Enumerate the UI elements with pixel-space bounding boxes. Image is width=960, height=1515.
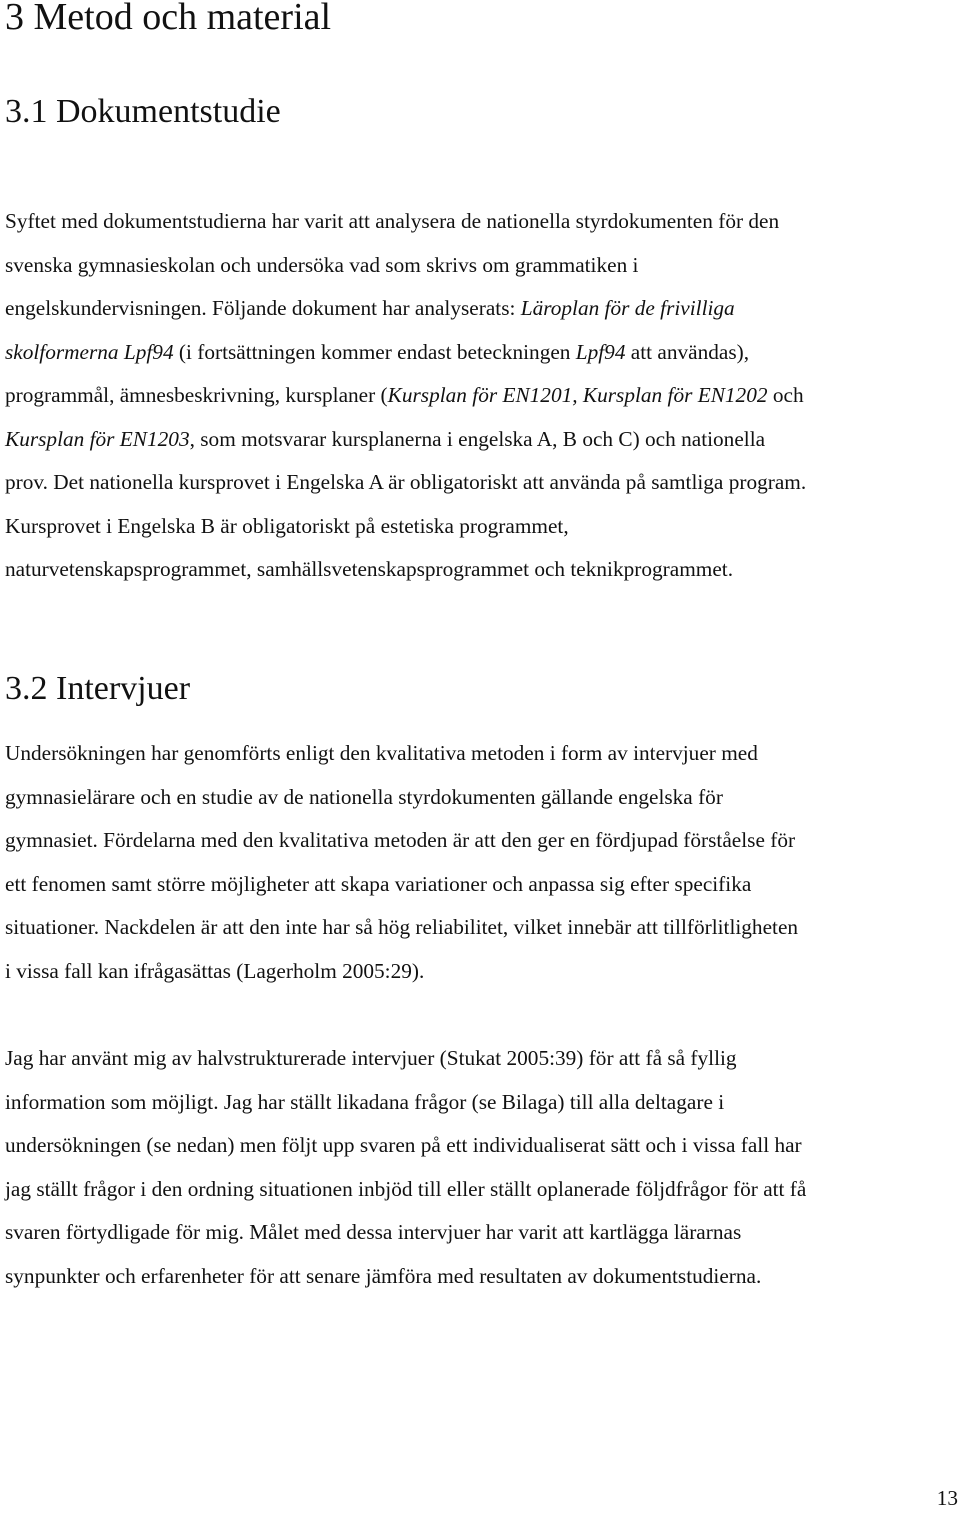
text-run: Undersökningen har genomförts enligt den kvalitativa metoden i form av intervjuer med [5, 741, 758, 765]
text-run: prov. Det nationella kursprovet i Engelska A är obligatoriskt att använda på samtliga program. [5, 470, 807, 494]
text-line [5, 461, 960, 505]
text-run: att användas), [625, 339, 750, 364]
text-run: , som motsvarar kursplanerna i engelska A, B och C) och nationella [189, 426, 766, 451]
text-run: Kursprovet i Engelska B är obligatoriskt på estetiska programmet, [5, 513, 569, 538]
text-run: synpunkter och erfarenheter för att senare jämföra med resultaten av dokumentstudierna. [5, 1263, 762, 1288]
text-run: i vissa fall kan ifrågasättas (Lagerholm 2005:29). [5, 958, 425, 983]
text-line [5, 244, 960, 288]
text-run: Syftet med dokumentstudierna har varit att analysera de nationella styrdokumenten för den [5, 209, 780, 233]
text-run: jag ställt frågor i den ordning situationen inbjöd till eller ställt oplanerade följdfrågor för att få [5, 1176, 807, 1201]
text-run: och [767, 383, 804, 407]
text-line [5, 950, 960, 994]
chapter-heading: 3 Metod och material [5, 0, 332, 38]
italic-title-text: Kursplan för EN1201, Kursplan för EN1202 [387, 383, 768, 407]
text-run: svenska gymnasieskolan och undersöka vad som skrivs om grammatiken i [5, 252, 639, 277]
text-line [5, 1037, 960, 1081]
section-heading-intervjuer: 3.2 Intervjuer [5, 670, 191, 707]
text-run: situationer. Nackdelen är att den inte har så hög reliabilitet, vilket innebär att tillförlitligheten [5, 915, 799, 939]
italic-title-text: Kursplan för EN1203 [5, 426, 190, 451]
text-line [5, 505, 960, 549]
text-line [5, 287, 960, 331]
text-run: (i fortsättningen kommer endast beteckningen [173, 339, 576, 364]
text-line [5, 906, 960, 950]
text-run: engelskundervisningen. Följande dokument har analyserats: [5, 296, 521, 320]
text-line [5, 1211, 960, 1255]
text-run: undersökningen (se nedan) men följt upp svaren på ett individualiserat sätt och i vissa fall har [5, 1133, 802, 1157]
text-run: svaren förtydligade för mig. Målet med dessa intervjuer har varit att kartlägga lärarnas [5, 1220, 742, 1244]
paragraph-intervjuer-method [5, 732, 960, 993]
text-run: naturvetenskapsprogrammet, samhällsvetenskapsprogrammet och teknikprogrammet. [5, 557, 734, 581]
italic-title-text: Lpf94 [575, 339, 626, 364]
text-line [5, 374, 960, 418]
text-line [5, 1081, 960, 1125]
paragraph-intervjuer-approach [5, 1037, 960, 1298]
text-line [5, 331, 960, 375]
italic-title-text: Läroplan för de frivilliga [520, 296, 735, 320]
text-line [5, 863, 960, 907]
italic-title-text: skolformerna Lpf94 [5, 339, 174, 364]
text-line [5, 418, 960, 462]
paragraph-dokumentstudie [5, 200, 960, 592]
page-number: 13 [936, 1486, 958, 1510]
text-run: gymnasiet. Fördelarna med den kvalitativa metoden är att den ger en fördjupad förståelse för [5, 828, 796, 852]
text-line [5, 1168, 960, 1212]
text-run: programmål, ämnesbeskrivning, kursplaner ( [5, 383, 388, 407]
text-line [5, 1124, 960, 1168]
text-line [5, 776, 960, 820]
section-heading-dokumentstudie: 3.1 Dokumentstudie [5, 93, 281, 130]
text-run: gymnasielärare och en studie av de nationella styrdokumenten gällande engelska för [5, 784, 723, 809]
text-run: information som möjligt. Jag har ställt likadana frågor (se Bilaga) till alla deltagare i [5, 1089, 725, 1114]
text-run: Jag har använt mig av halvstrukturerade intervjuer (Stukat 2005:39) för att få så fyllig [5, 1046, 737, 1070]
text-line [5, 1255, 960, 1299]
text-run: ett fenomen samt större möjligheter att skapa variationer och anpassa sig efter specifika [5, 871, 752, 896]
text-line [5, 819, 960, 863]
text-line [5, 548, 960, 592]
text-line [5, 200, 960, 244]
text-line [5, 732, 960, 776]
